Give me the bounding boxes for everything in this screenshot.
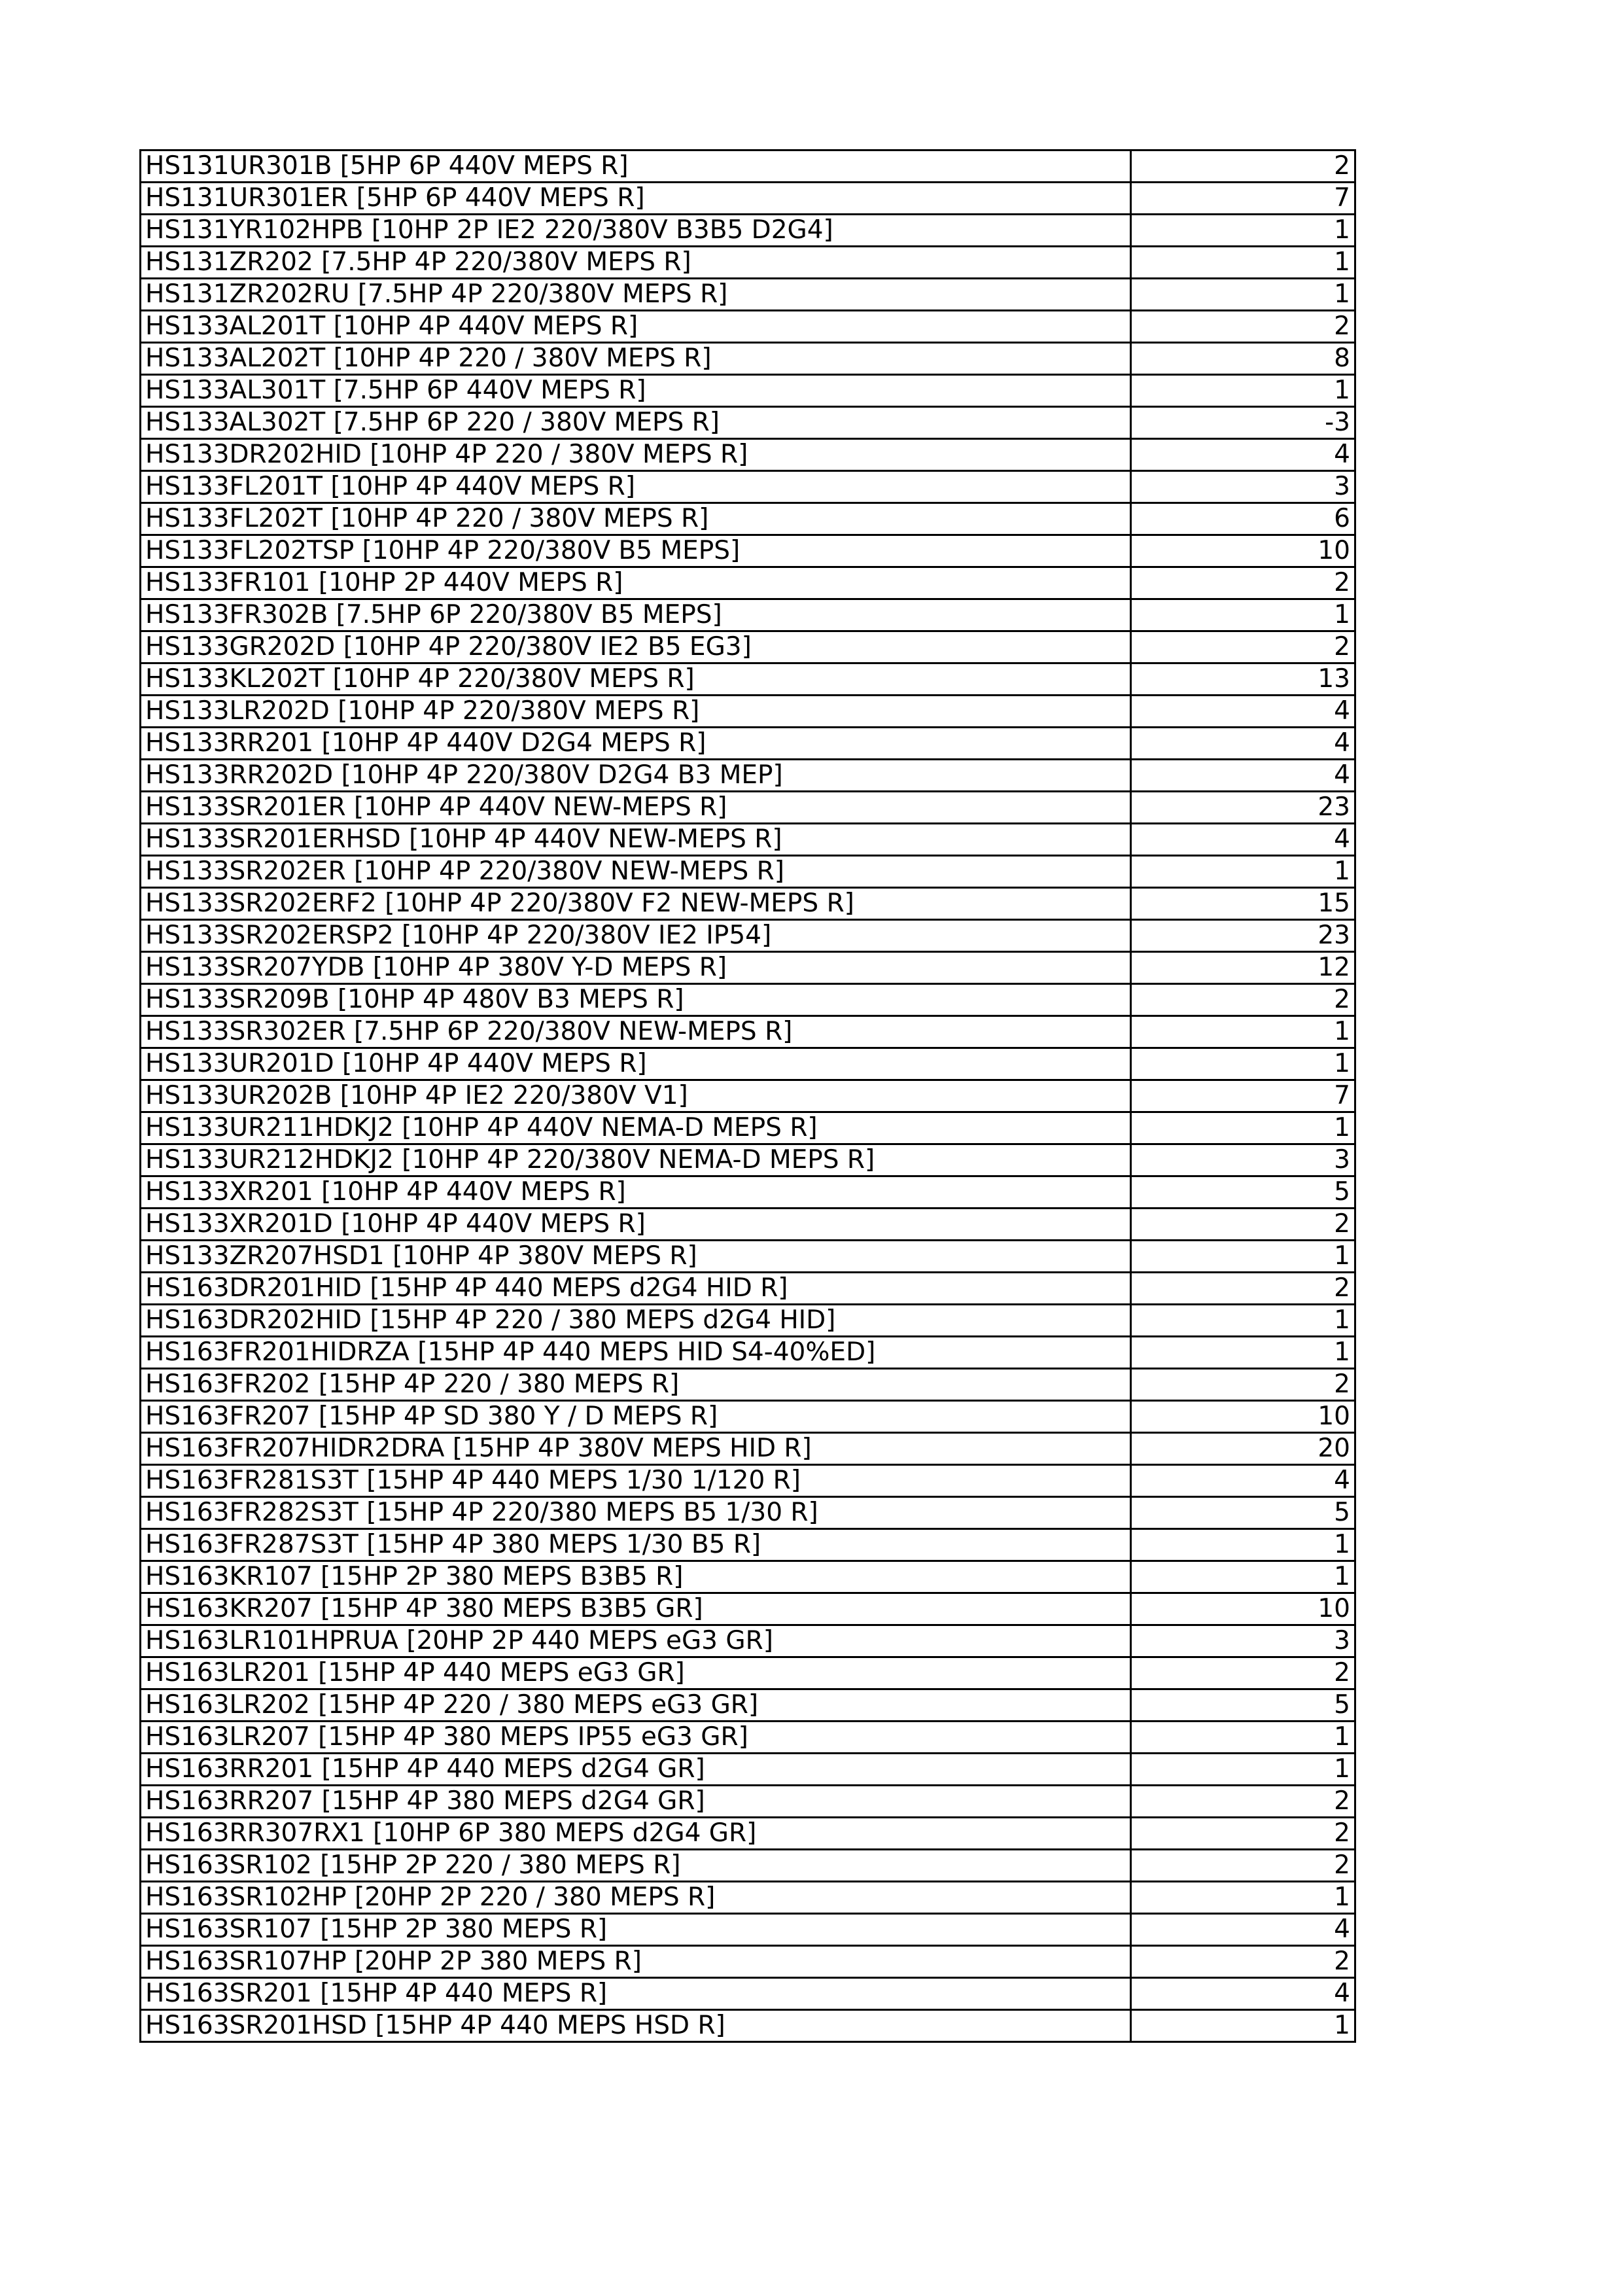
quantity-cell: 4: [1131, 824, 1355, 856]
table-row: [141, 920, 1355, 952]
quantity-cell: 10: [1131, 1401, 1355, 1433]
quantity-cell: 2: [1131, 567, 1355, 599]
item-description-cell: HS133FR101 [10HP 2P 440V MEPS R]: [141, 567, 1131, 599]
table-row: [141, 1337, 1355, 1369]
table-body: [141, 150, 1355, 2042]
quantity-cell: 23: [1131, 920, 1355, 952]
table-row: [141, 503, 1355, 535]
quantity-cell: 23: [1131, 792, 1355, 824]
item-description-cell: HS163SR201 [15HP 4P 440 MEPS R]: [141, 1978, 1131, 2010]
item-description-cell: HS163SR107HP [20HP 2P 380 MEPS R]: [141, 1946, 1131, 1978]
item-description-cell: HS163FR207 [15HP 4P SD 380 Y / D MEPS R]: [141, 1401, 1131, 1433]
item-description-cell: HS163RR307RX1 [10HP 6P 380 MEPS d2G4 GR]: [141, 1818, 1131, 1850]
table-row: [141, 856, 1355, 888]
quantity-cell: 1: [1131, 1016, 1355, 1048]
item-description-cell: HS133SR207YDB [10HP 4P 380V Y-D MEPS R]: [141, 952, 1131, 984]
item-description-cell: HS133AL201T [10HP 4P 440V MEPS R]: [141, 311, 1131, 343]
quantity-cell: 1: [1131, 1722, 1355, 1754]
quantity-cell: 3: [1131, 1144, 1355, 1176]
table-row: [141, 1016, 1355, 1048]
table-row: [141, 663, 1355, 696]
quantity-cell: 1: [1131, 2010, 1355, 2042]
item-description-cell: HS133SR202ER [10HP 4P 220/380V NEW-MEPS R]: [141, 856, 1131, 888]
quantity-cell: 1: [1131, 1112, 1355, 1144]
item-description-cell: HS133DR202HID [10HP 4P 220 / 380V MEPS R]: [141, 439, 1131, 471]
quantity-cell: 4: [1131, 760, 1355, 792]
quantity-cell: 2: [1131, 1818, 1355, 1850]
quantity-cell: 4: [1131, 1978, 1355, 2010]
table-row: [141, 311, 1355, 343]
quantity-cell: 1: [1131, 856, 1355, 888]
table-row: [141, 471, 1355, 503]
item-description-cell: HS133SR302ER [7.5HP 6P 220/380V NEW-MEPS R]: [141, 1016, 1131, 1048]
table-row: [141, 824, 1355, 856]
table-row: [141, 1978, 1355, 2010]
table-row: [141, 1722, 1355, 1754]
quantity-cell: 2: [1131, 1850, 1355, 1882]
table-row: [141, 1593, 1355, 1625]
quantity-cell: 1: [1131, 1305, 1355, 1337]
table-row: [141, 279, 1355, 311]
quantity-cell: 15: [1131, 888, 1355, 920]
item-description-cell: HS133SR202ERSP2 [10HP 4P 220/380V IE2 IP54]: [141, 920, 1131, 952]
quantity-cell: 7: [1131, 183, 1355, 215]
table-row: [141, 150, 1355, 183]
item-description-cell: HS133ZR207HSD1 [10HP 4P 380V MEPS R]: [141, 1241, 1131, 1273]
item-description-cell: HS133FR302B [7.5HP 6P 220/380V B5 MEPS]: [141, 599, 1131, 631]
quantity-cell: 10: [1131, 1593, 1355, 1625]
item-description-cell: HS163LR202 [15HP 4P 220 / 380 MEPS eG3 GR]: [141, 1689, 1131, 1722]
quantity-cell: 1: [1131, 279, 1355, 311]
quantity-cell: 2: [1131, 311, 1355, 343]
item-description-cell: HS133RR202D [10HP 4P 220/380V D2G4 B3 MEP]: [141, 760, 1131, 792]
item-description-cell: HS133XR201D [10HP 4P 440V MEPS R]: [141, 1209, 1131, 1241]
quantity-cell: 1: [1131, 1882, 1355, 1914]
item-description-cell: HS133GR202D [10HP 4P 220/380V IE2 B5 EG3]: [141, 631, 1131, 663]
item-description-cell: HS163KR107 [15HP 2P 380 MEPS B3B5 R]: [141, 1561, 1131, 1593]
item-description-cell: HS163DR202HID [15HP 4P 220 / 380 MEPS d2G4 HID]: [141, 1305, 1131, 1337]
item-description-cell: HS163SR102HP [20HP 2P 220 / 380 MEPS R]: [141, 1882, 1131, 1914]
item-description-cell: HS163FR281S3T [15HP 4P 440 MEPS 1/30 1/120 R]: [141, 1465, 1131, 1497]
item-description-cell: HS163LR207 [15HP 4P 380 MEPS IP55 eG3 GR]: [141, 1722, 1131, 1754]
table-row: [141, 952, 1355, 984]
table-row: [141, 792, 1355, 824]
quantity-cell: 8: [1131, 343, 1355, 375]
quantity-cell: 1: [1131, 1529, 1355, 1561]
quantity-cell: 7: [1131, 1080, 1355, 1112]
table-row: [141, 407, 1355, 439]
item-description-cell: HS133AL301T [7.5HP 6P 440V MEPS R]: [141, 375, 1131, 407]
item-description-cell: HS163SR102 [15HP 2P 220 / 380 MEPS R]: [141, 1850, 1131, 1882]
table-row: [141, 1786, 1355, 1818]
quantity-cell: 13: [1131, 663, 1355, 696]
table-row: [141, 1080, 1355, 1112]
item-description-cell: HS163FR201HIDRZA [15HP 4P 440 MEPS HID S4-40%ED]: [141, 1337, 1131, 1369]
table-row: [141, 1689, 1355, 1722]
item-description-cell: HS131ZR202RU [7.5HP 4P 220/380V MEPS R]: [141, 279, 1131, 311]
quantity-cell: 1: [1131, 1241, 1355, 1273]
table-row: [141, 1946, 1355, 1978]
item-description-cell: HS163SR107 [15HP 2P 380 MEPS R]: [141, 1914, 1131, 1946]
item-description-cell: HS133FL201T [10HP 4P 440V MEPS R]: [141, 471, 1131, 503]
item-description-cell: HS163FR207HIDR2DRA [15HP 4P 380V MEPS HID R]: [141, 1433, 1131, 1465]
item-description-cell: HS163DR201HID [15HP 4P 440 MEPS d2G4 HID R]: [141, 1273, 1131, 1305]
table-row: [141, 1176, 1355, 1209]
table-row: [141, 1112, 1355, 1144]
item-description-cell: HS133XR201 [10HP 4P 440V MEPS R]: [141, 1176, 1131, 1209]
table-row: [141, 1529, 1355, 1561]
table-row: [141, 1625, 1355, 1657]
item-description-cell: HS133AL302T [7.5HP 6P 220 / 380V MEPS R]: [141, 407, 1131, 439]
item-description-cell: HS133RR201 [10HP 4P 440V D2G4 MEPS R]: [141, 728, 1131, 760]
table-row: [141, 1754, 1355, 1786]
table-row: [141, 631, 1355, 663]
quantity-cell: 4: [1131, 1914, 1355, 1946]
table-row: [141, 1497, 1355, 1529]
item-description-cell: HS163KR207 [15HP 4P 380 MEPS B3B5 GR]: [141, 1593, 1131, 1625]
table-row: [141, 1914, 1355, 1946]
table-row: [141, 183, 1355, 215]
item-description-cell: HS133SR202ERF2 [10HP 4P 220/380V F2 NEW-MEPS R]: [141, 888, 1131, 920]
quantity-cell: 6: [1131, 503, 1355, 535]
quantity-cell: 4: [1131, 728, 1355, 760]
table-row: [141, 439, 1355, 471]
item-description-cell: HS133KL202T [10HP 4P 220/380V MEPS R]: [141, 663, 1131, 696]
quantity-cell: 1: [1131, 599, 1355, 631]
quantity-cell: 3: [1131, 1625, 1355, 1657]
table-row: [141, 1561, 1355, 1593]
quantity-cell: 1: [1131, 1048, 1355, 1080]
table-row: [141, 567, 1355, 599]
quantity-cell: 12: [1131, 952, 1355, 984]
table-row: [141, 247, 1355, 279]
item-description-cell: HS131YR102HPB [10HP 2P IE2 220/380V B3B5 D2G4]: [141, 215, 1131, 247]
table-row: [141, 343, 1355, 375]
quantity-cell: 1: [1131, 375, 1355, 407]
table-row: [141, 888, 1355, 920]
quantity-cell: 2: [1131, 1786, 1355, 1818]
table-row: [141, 1369, 1355, 1401]
quantity-cell: 1: [1131, 247, 1355, 279]
item-description-cell: HS163LR101HPRUA [20HP 2P 440 MEPS eG3 GR]: [141, 1625, 1131, 1657]
table-row: [141, 728, 1355, 760]
table-row: [141, 2010, 1355, 2042]
quantity-cell: 4: [1131, 439, 1355, 471]
item-description-cell: HS133LR202D [10HP 4P 220/380V MEPS R]: [141, 696, 1131, 728]
quantity-cell: 4: [1131, 696, 1355, 728]
item-description-cell: HS163LR201 [15HP 4P 440 MEPS eG3 GR]: [141, 1657, 1131, 1689]
quantity-cell: 2: [1131, 150, 1355, 183]
item-description-cell: HS163RR207 [15HP 4P 380 MEPS d2G4 GR]: [141, 1786, 1131, 1818]
quantity-cell: 5: [1131, 1176, 1355, 1209]
quantity-cell: 2: [1131, 1209, 1355, 1241]
item-description-cell: HS133UR202B [10HP 4P IE2 220/380V V1]: [141, 1080, 1131, 1112]
table-row: [141, 1048, 1355, 1080]
table-row: [141, 1273, 1355, 1305]
quantity-cell: 1: [1131, 1754, 1355, 1786]
quantity-cell: 2: [1131, 1657, 1355, 1689]
quantity-cell: 2: [1131, 631, 1355, 663]
quantity-cell: 5: [1131, 1497, 1355, 1529]
table-row: [141, 1818, 1355, 1850]
item-description-cell: HS131UR301B [5HP 6P 440V MEPS R]: [141, 150, 1131, 183]
table-row: [141, 1401, 1355, 1433]
item-description-cell: HS133AL202T [10HP 4P 220 / 380V MEPS R]: [141, 343, 1131, 375]
quantity-cell: 2: [1131, 984, 1355, 1016]
item-description-cell: HS133UR211HDKJ2 [10HP 4P 440V NEMA-D MEPS R]: [141, 1112, 1131, 1144]
item-description-cell: HS133UR201D [10HP 4P 440V MEPS R]: [141, 1048, 1131, 1080]
quantity-cell: 2: [1131, 1369, 1355, 1401]
item-description-cell: HS133FL202T [10HP 4P 220 / 380V MEPS R]: [141, 503, 1131, 535]
quantity-cell: 3: [1131, 471, 1355, 503]
item-description-cell: HS133SR201ER [10HP 4P 440V NEW-MEPS R]: [141, 792, 1131, 824]
quantity-cell: 2: [1131, 1273, 1355, 1305]
item-description-cell: HS133UR212HDKJ2 [10HP 4P 220/380V NEMA-D MEPS R]: [141, 1144, 1131, 1176]
table-row: [141, 1850, 1355, 1882]
item-description-cell: HS133FL202TSP [10HP 4P 220/380V B5 MEPS]: [141, 535, 1131, 567]
table-row: [141, 1241, 1355, 1273]
table-row: [141, 535, 1355, 567]
item-description-cell: HS131ZR202 [7.5HP 4P 220/380V MEPS R]: [141, 247, 1131, 279]
quantity-cell: 4: [1131, 1465, 1355, 1497]
item-description-cell: HS163RR201 [15HP 4P 440 MEPS d2G4 GR]: [141, 1754, 1131, 1786]
item-description-cell: HS133SR201ERHSD [10HP 4P 440V NEW-MEPS R]: [141, 824, 1131, 856]
table-row: [141, 984, 1355, 1016]
quantity-cell: 5: [1131, 1689, 1355, 1722]
quantity-cell: 2: [1131, 1946, 1355, 1978]
quantity-cell: 1: [1131, 215, 1355, 247]
quantity-cell: 10: [1131, 535, 1355, 567]
table-row: [141, 599, 1355, 631]
table-row: [141, 1465, 1355, 1497]
table-row: [141, 1882, 1355, 1914]
quantity-cell: -3: [1131, 407, 1355, 439]
table-row: [141, 1433, 1355, 1465]
table-row: [141, 696, 1355, 728]
table-row: [141, 1144, 1355, 1176]
table-row: [141, 215, 1355, 247]
item-description-cell: HS163SR201HSD [15HP 4P 440 MEPS HSD R]: [141, 2010, 1131, 2042]
inventory-table: [139, 149, 1356, 2043]
table-row: [141, 1209, 1355, 1241]
table-row: [141, 1657, 1355, 1689]
table-row: [141, 760, 1355, 792]
table-row: [141, 1305, 1355, 1337]
quantity-cell: 1: [1131, 1337, 1355, 1369]
item-description-cell: HS163FR202 [15HP 4P 220 / 380 MEPS R]: [141, 1369, 1131, 1401]
item-description-cell: HS133SR209B [10HP 4P 480V B3 MEPS R]: [141, 984, 1131, 1016]
item-description-cell: HS131UR301ER [5HP 6P 440V MEPS R]: [141, 183, 1131, 215]
quantity-cell: 20: [1131, 1433, 1355, 1465]
item-description-cell: HS163FR282S3T [15HP 4P 220/380 MEPS B5 1/30 R]: [141, 1497, 1131, 1529]
table-row: [141, 375, 1355, 407]
quantity-cell: 1: [1131, 1561, 1355, 1593]
item-description-cell: HS163FR287S3T [15HP 4P 380 MEPS 1/30 B5 R]: [141, 1529, 1131, 1561]
